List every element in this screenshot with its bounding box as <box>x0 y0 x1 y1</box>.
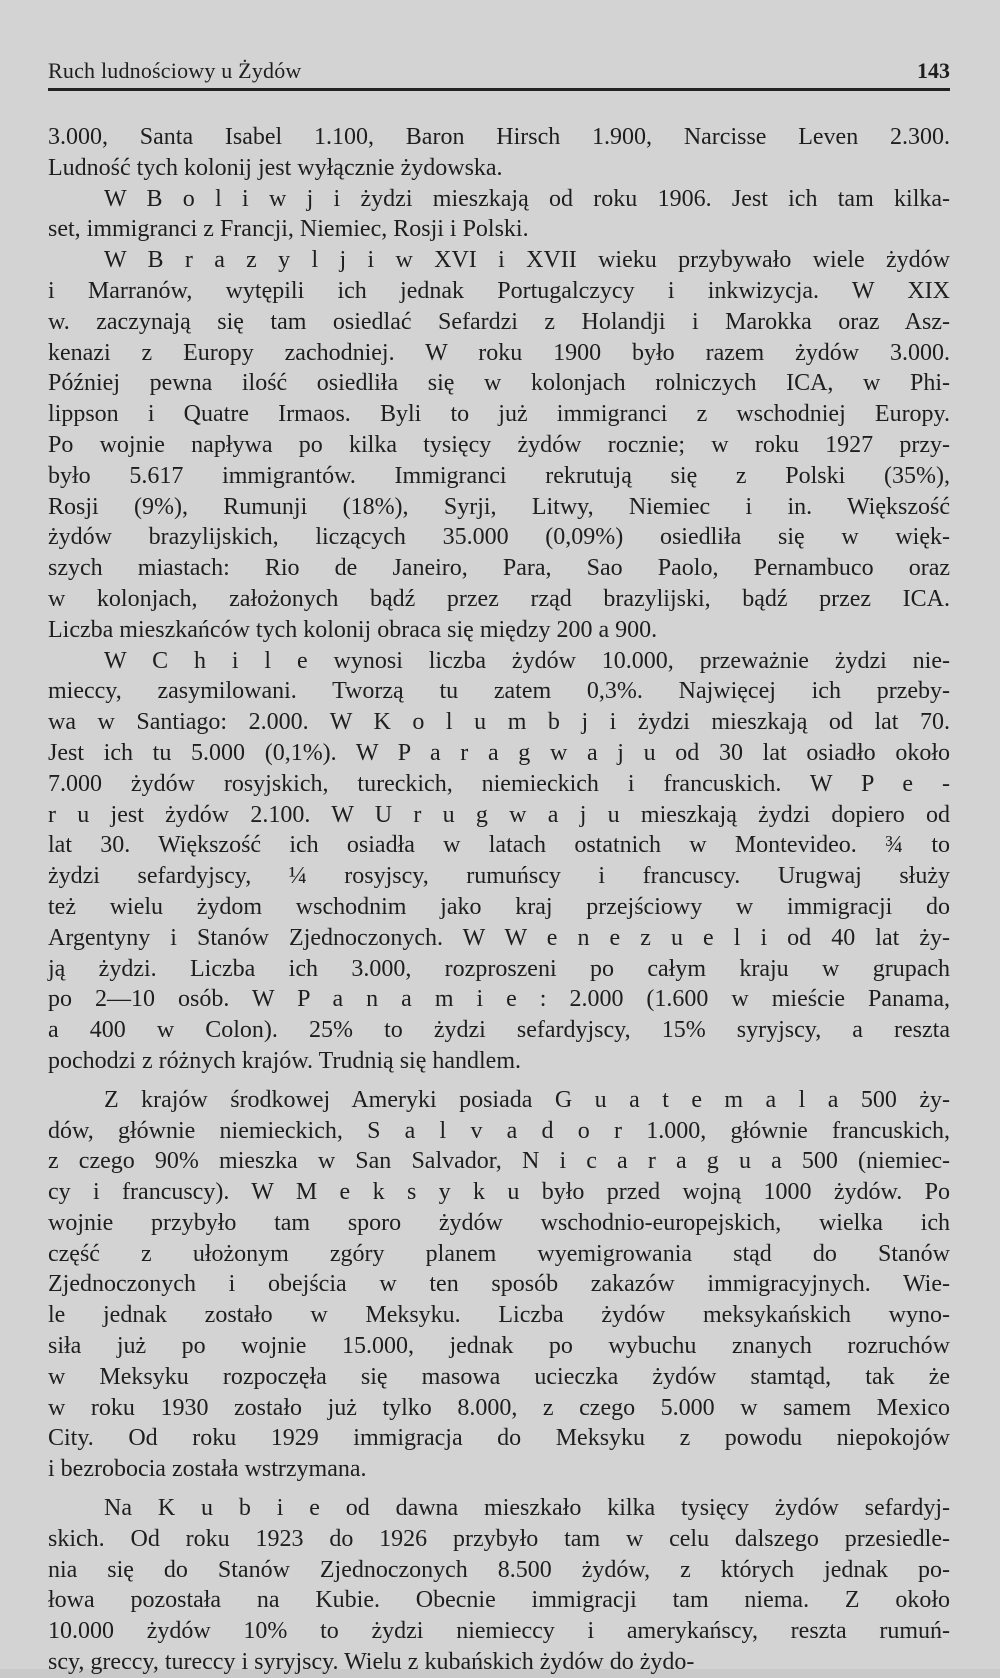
text-line: r u jest żydów 2.100. W U r u g w a j u mieszkają żydzi dopiero od <box>48 801 950 828</box>
text-line: po 2—10 osób. W P a n a m i e : 2.000 (1.600 w mieście Panama, <box>48 986 950 1013</box>
text-line: 7.000 żydów rosyjskich, tureckich, niemieckich i francuskich. W P e - <box>48 770 950 797</box>
text-line: żydzi sefardyjscy, ¼ rosyjscy, rumuńscy i francuscy. Urugwaj służy <box>48 863 950 890</box>
paragraph-gap <box>48 1077 950 1085</box>
text-line: lippson i Quatre Irmaos. Byli to już immigranci z wschodniej Europy. <box>48 401 950 428</box>
text-line: mieccy, zasymilowani. Tworzą tu zatem 0,3%. Najwięcej ich przeby- <box>48 678 950 705</box>
text-line: Jest ich tu 5.000 (0,1%). W P a r a g w a j u od 30 lat osiadło około <box>48 739 950 766</box>
text-line: w Meksyku rozpoczęła się masowa ucieczka żydów stamtąd, tak że <box>48 1363 950 1390</box>
text-line: nia się do Stanów Zjednoczonych 8.500 żydów, z których jednak po- <box>48 1556 950 1583</box>
text-line: Po wojnie napływa po kilka tysięcy żydów rocznie; w roku 1927 przy- <box>48 431 950 458</box>
text-line: set, immigranci z Francji, Niemiec, Rosji i Polski. <box>48 216 529 243</box>
text-line: W B o l i w j i żydzi mieszkają od roku 1906. Jest ich tam kilka- <box>104 185 950 212</box>
paragraph <box>48 245 950 645</box>
text-line: Później pewna ilość osiedliła się w kolonjach rolniczych ICA, w Phi- <box>48 370 950 397</box>
body-text <box>48 122 950 1678</box>
header-rule <box>48 88 950 91</box>
text-line: było 5.617 immigrantów. Immigranci rekrutują się z Polski (35%), <box>48 462 950 489</box>
text-line: kenazi z Europy zachodniej. W roku 1900 było razem żydów 3.000. <box>48 339 950 366</box>
paragraph <box>48 122 950 184</box>
text-line: z czego 90% mieszka w San Salvador, N i c a r a g u a 500 (niemiec- <box>48 1148 950 1175</box>
text-line: 10.000 żydów 10% to żydzi niemieccy i amerykańscy, reszta rumuń- <box>48 1618 950 1645</box>
paragraph <box>48 1493 950 1678</box>
text-line: dów, głównie niemieckich, S a l v a d o r 1.000, głównie francuskich, <box>48 1117 950 1144</box>
text-line: le jednak zostało w Meksyku. Liczba żydów meksykańskich wyno- <box>48 1302 950 1329</box>
text-line: Zjednoczonych i obejścia w ten sposób zakazów immigracyjnych. Wie- <box>48 1271 950 1298</box>
text-line: Na K u b i e od dawna mieszkało kilka tysięcy żydów sefardyj- <box>104 1495 950 1522</box>
paragraph <box>48 646 950 1077</box>
text-line: Argentyny i Stanów Zjednoczonych. W W e n e z u e l i od 40 lat ży- <box>48 924 950 951</box>
text-line: i Marranów, wytępili ich jednak Portugalczycy i inkwizycja. W XIX <box>48 277 950 304</box>
text-line: ją żydzi. Liczba ich 3.000, rozproszeni po całym kraju w grupach <box>48 955 950 982</box>
text-line: Ludność tych kolonij jest wyłącznie żydowska. <box>48 154 503 181</box>
text-line: część z ułożonym zgóry planem wyemigrowania stąd do Stanów <box>48 1240 950 1267</box>
text-line: pochodzi z różnych krajów. Trudnią się handlem. <box>48 1047 522 1074</box>
text-line: W B r a z y l j i w XVI i XVII wieku przybywało wiele żydów <box>104 247 950 274</box>
text-line: wa w Santiago: 2.000. W K o l u m b j i żydzi mieszkają od lat 70. <box>48 709 950 736</box>
text-line: scy, greccy, tureccy i syryjscy. Wielu z kubańskich żydów do żydo- <box>48 1649 695 1676</box>
text-line: lat 30. Większość ich osiadła w latach ostatnich w Montevideo. ¾ to <box>48 832 950 859</box>
text-line: też wielu żydom wschodnim jako kraj przejściowy w immigracji do <box>48 893 950 920</box>
page-number: 143 <box>917 58 950 83</box>
text-line: w roku 1930 zostało już tylko 8.000, z czego 5.000 w samem Mexico <box>48 1394 950 1421</box>
paragraph-gap <box>48 1485 950 1493</box>
text-line: a 400 w Colon). 25% to żydzi sefardyjscy, 15% syryjscy, a reszta <box>48 1017 950 1044</box>
text-line: siła już po wojnie 15.000, jednak po wybuchu znanych rozruchów <box>48 1333 950 1360</box>
text-line: i bezrobocia została wstrzymana. <box>48 1456 367 1483</box>
text-line: w kolonjach, założonych bądź przez rząd brazylijski, bądź przez ICA. <box>48 585 950 612</box>
text-line: W C h i l e wynosi liczba żydów 10.000, przeważnie żydzi nie- <box>104 647 950 674</box>
text-line: 3.000, Santa Isabel 1.100, Baron Hirsch 1.900, Narcisse Leven 2.300. <box>48 124 950 150</box>
paragraph <box>48 184 950 246</box>
text-line: skich. Od roku 1923 do 1926 przybyło tam w celu dalszego przesiedle- <box>48 1525 950 1552</box>
running-title: Ruch ludnościowy u Żydów <box>48 58 302 83</box>
text-line: wojnie przybyło tam sporo żydów wschodnio-europejskich, wielka ich <box>48 1209 950 1236</box>
text-line: w. zaczynają się tam osiedlać Sefardzi z Holandji i Marokka oraz Asz- <box>48 308 950 335</box>
text-line: łowa pozostała na Kubie. Obecnie immigracji tam niema. Z około <box>48 1587 950 1614</box>
text-line: City. Od roku 1929 immigracja do Meksyku z powodu niepokojów <box>48 1425 950 1452</box>
text-line: cy i francuscy). W M e k s y k u było przed wojną 1000 żydów. Po <box>48 1179 950 1206</box>
text-line: Z krajów środkowej Ameryki posiada G u a t e m a l a 500 ży- <box>104 1086 950 1113</box>
text-line: szych miastach: Rio de Janeiro, Para, Sao Paolo, Pernambuco oraz <box>48 555 950 582</box>
text-line: żydów brazylijskich, liczących 35.000 (0,09%) osiedliła się w więk- <box>48 524 950 551</box>
paragraph <box>48 1085 950 1485</box>
text-line: Liczba mieszkańców tych kolonij obraca się między 200 a 900. <box>48 616 658 643</box>
page-header <box>48 54 950 90</box>
text-line: Rosji (9%), Rumunji (18%), Syrji, Litwy, Niemiec i in. Większość <box>48 493 950 520</box>
